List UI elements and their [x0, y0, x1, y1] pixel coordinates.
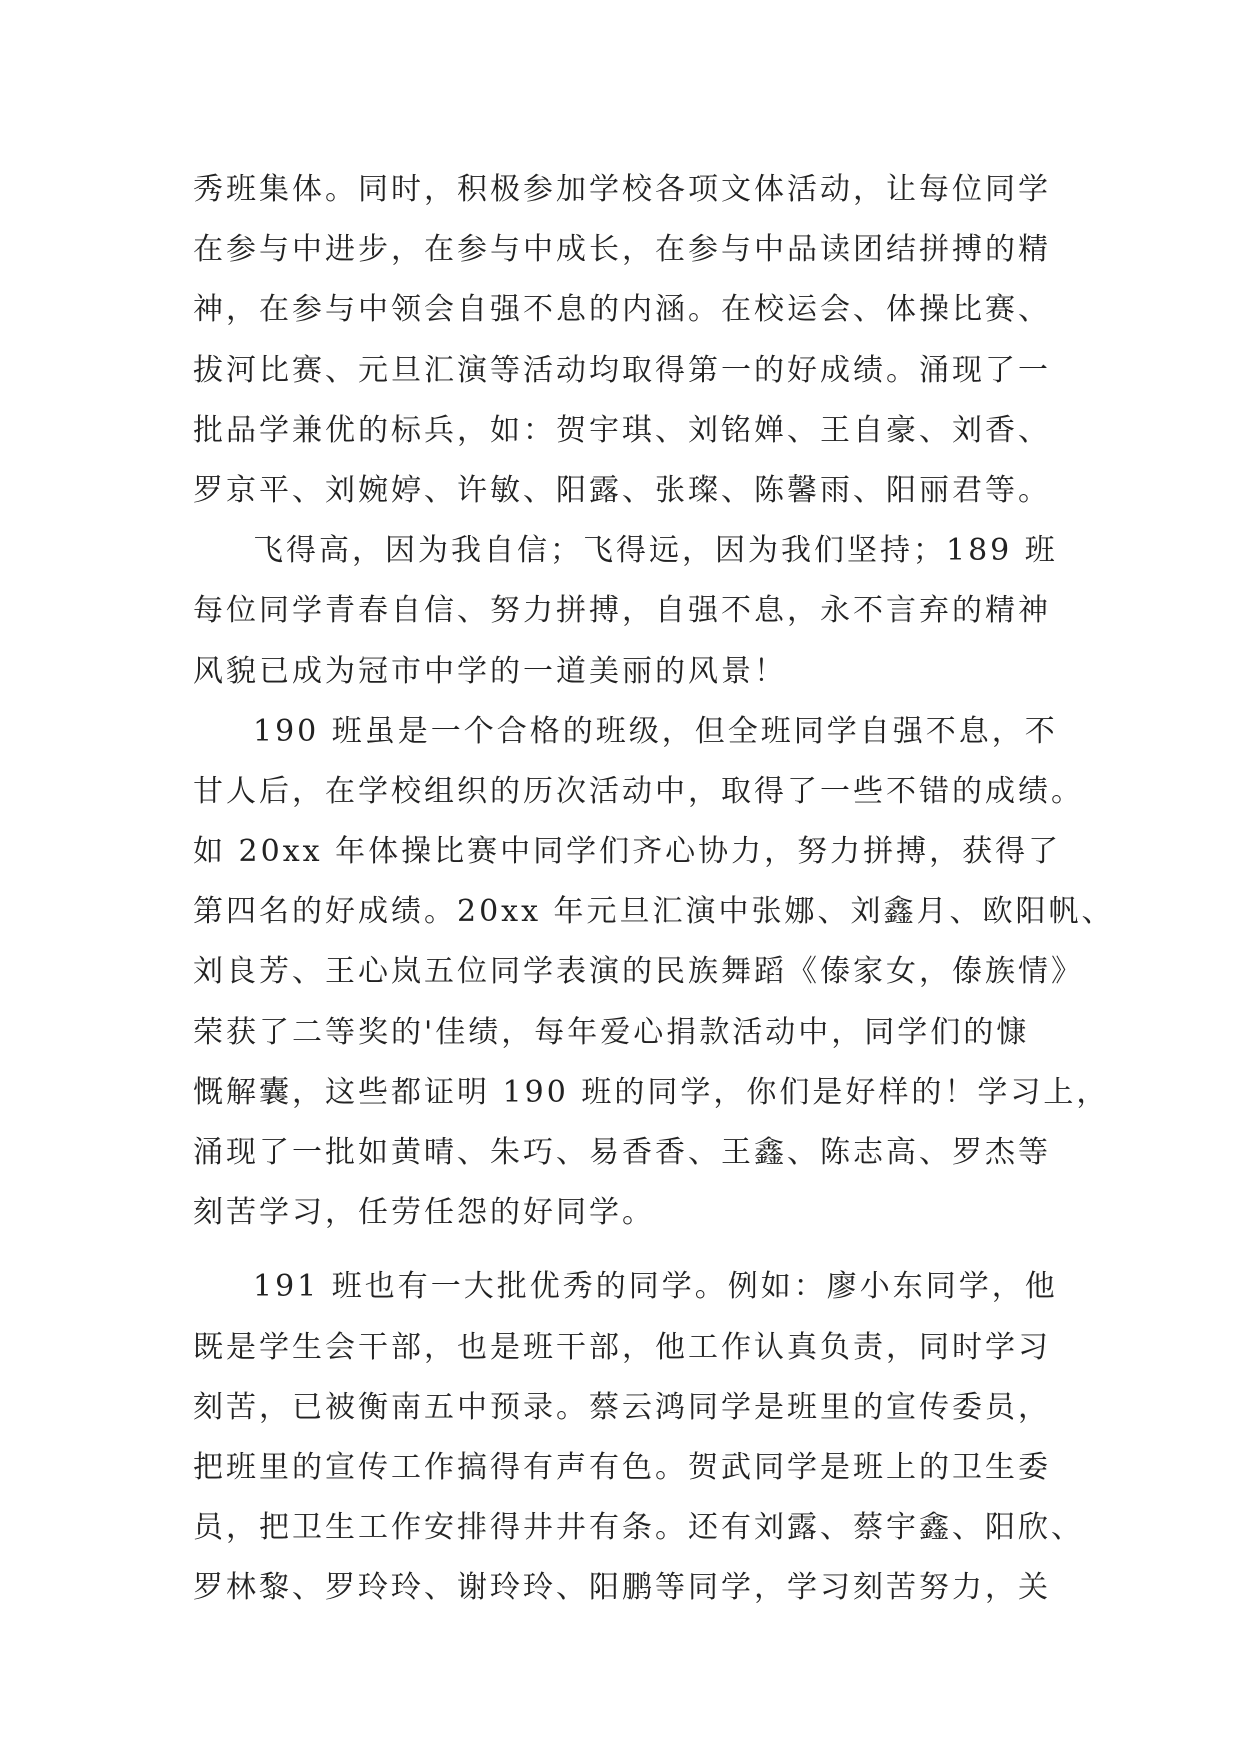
text-line: 荣获了二等奖的'佳绩，每年爱心捐款活动中，同学们的慷 — [193, 1014, 1030, 1050]
text-line: 风貌已成为冠市中学的一道美丽的风景！ — [193, 653, 787, 689]
paragraph-spacer — [193, 1243, 1073, 1257]
text-line: 批品学兼优的标兵，如：贺宇琪、刘铭婵、王自豪、刘香、 — [193, 412, 1051, 448]
text-line: 罗林黎、罗玲玲、谢玲玲、阳鹏等同学，学习刻苦努力，关 — [193, 1570, 1051, 1606]
text-line: 慨解囊，这些都证明 190 班的同学，你们是好样的！学习上， — [193, 1074, 1110, 1110]
text-line: 刻苦，已被衡南五中预录。蔡云鸿同学是班里的宣传委员， — [193, 1389, 1051, 1425]
paragraph-2 — [193, 521, 1073, 702]
text-line: 刘良芳、王心岚五位同学表演的民族舞蹈《傣家女，傣族情》 — [193, 954, 1084, 990]
text-line: 罗京平、刘婉婷、许敏、阳露、张璨、陈馨雨、阳丽君等。 — [193, 472, 1051, 508]
text-line: 甘人后，在学校组织的历次活动中，取得了一些不错的成绩。 — [193, 773, 1084, 809]
text-line: 拔河比赛、元旦汇演等活动均取得第一的好成绩。涌现了一 — [193, 352, 1051, 388]
text-line: 既是学生会干部，也是班干部，他工作认真负责，同时学习 — [193, 1329, 1051, 1365]
text-line: 涌现了一批如黄晴、朱巧、易香香、王鑫、陈志高、罗杰等 — [193, 1135, 1051, 1170]
text-line: 秀班集体。同时，积极参加学校各项文体活动，让每位同学 — [193, 172, 1051, 207]
text-line: 191 班也有一大批优秀的同学。例如：廖小东同学，他 — [253, 1269, 1058, 1305]
text-line: 飞得高，因为我自信；飞得远，因为我们坚持；189 班 — [253, 533, 1058, 569]
paragraph-3 — [193, 702, 1115, 1244]
text-line: 每位同学青春自信、努力拼搏，自强不息，永不言弃的精神 — [193, 593, 1051, 629]
paragraph-1 — [193, 160, 1073, 521]
text-line: 在参与中进步，在参与中成长，在参与中品读团结拼搏的精 — [193, 232, 1051, 268]
text-line: 把班里的宣传工作搞得有声有色。贺武同学是班上的卫生委 — [193, 1449, 1051, 1485]
text-line: 如 20xx 年体操比赛中同学们齐心协力，努力拼搏，获得了 — [193, 834, 1062, 870]
text-line: 员，把卫生工作安排得井井有条。还有刘露、蔡宇鑫、阳欣、 — [193, 1510, 1084, 1546]
document-body — [193, 160, 1115, 1619]
text-line: 刻苦学习，任劳任怨的好同学。 — [193, 1195, 655, 1231]
text-line: 神，在参与中领会自强不息的内涵。在校运会、体操比赛、 — [193, 292, 1051, 328]
text-line: 第四名的好成绩。20xx 年元旦汇演中张娜、刘鑫月、欧阳帆、 — [193, 894, 1115, 930]
text-line: 190 班虽是一个合格的班级，但全班同学自强不息，不 — [253, 713, 1058, 749]
paragraph-4 — [193, 1257, 1084, 1618]
